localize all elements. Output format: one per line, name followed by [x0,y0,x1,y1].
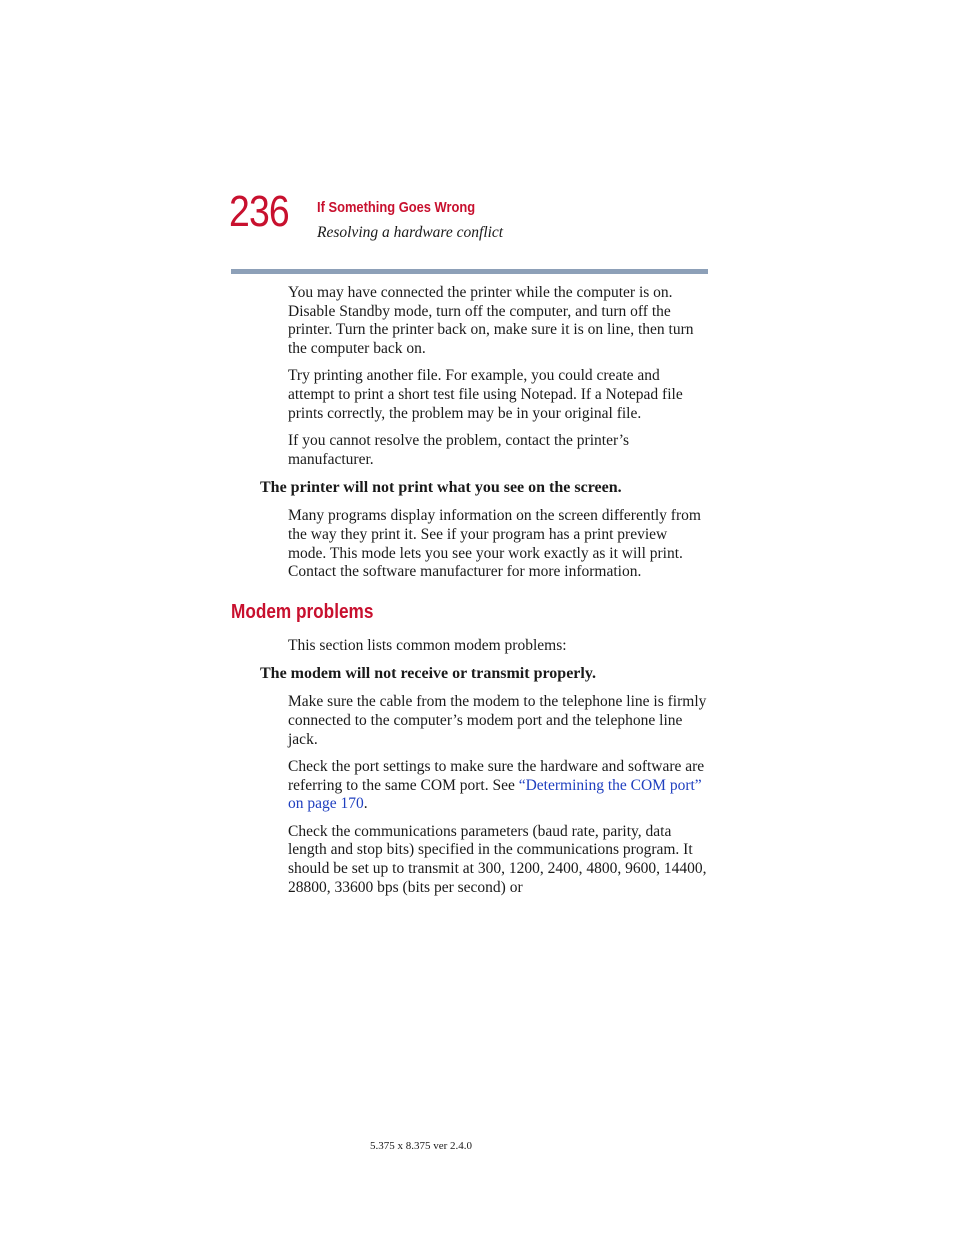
paragraph: Try printing another file. For example, you could create and attempt to print a short test file using Notepad. If a Notepad file prints correctly, the problem may be in your original file. [288,367,683,422]
section-heading-modem-problems: Modem problems [231,600,374,623]
paragraph: Make sure the cable from the modem to the telephone line is firmly connected to the computer’s modem port and the telephone line jack. [288,693,707,748]
paragraph: Many programs display information on the screen differently from the way they print it. See if your program has a print preview mode. This mode lets you see your work exactly as it will print. Contact the software manufacturer for more information. [288,507,701,581]
paragraph: Check the communications parameters (baud rate, parity, data length and stop bits) specified in the communications program. It should be set up to transmit at 300, 1200, 2400, 4800, 9600, 14400, 28800, 33600 bps (bits per second) or [288,822,707,896]
header-rule [231,269,708,274]
footer-version: 5.375 x 8.375 ver 2.4.0 [370,1140,473,1152]
paragraph-with-link [288,758,708,814]
paragraph-text-end: . [363,795,368,813]
paragraph-text: Check the port settings to make sure the hardware and software are referring to the same COM port. See [288,758,705,794]
section-subtitle: Resolving a hardware conflict [317,224,504,241]
paragraph: You may have connected the printer while the computer is on. Disable Standby mode, turn off the computer, and turn off the printer. Turn the printer back on, make sure it is on line, then turn the computer back on. [288,284,694,357]
issue-heading: The modem will not receive or transmit properly. [260,665,596,683]
paragraph: If you cannot resolve the problem, contact the printer’s manufacturer. [288,432,630,468]
issue-heading: The printer will not print what you see on the screen. [260,479,622,497]
com-port-cross-reference-link[interactable]: “Determining the COM port” on page 170 [288,776,702,813]
page-number: 236 [229,187,289,236]
paragraph: This section lists common modem problems: [288,636,567,654]
chapter-title: If Something Goes Wrong [317,199,476,216]
page-content [231,284,708,906]
